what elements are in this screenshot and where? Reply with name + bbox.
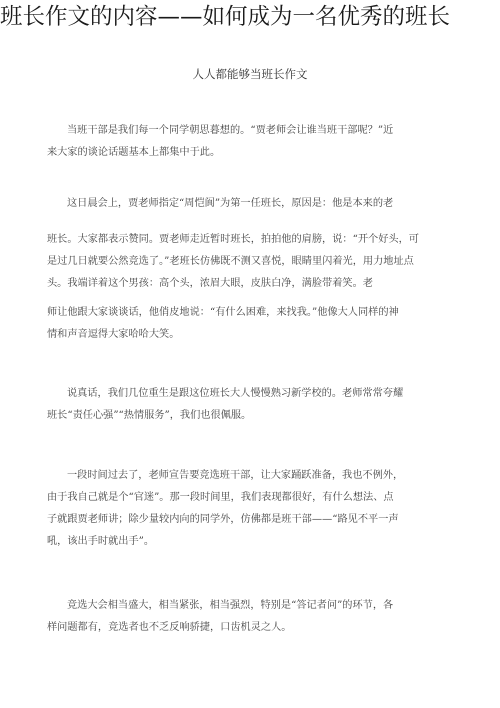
text-line: 由于我自己就是个“官迷”。那一段时间里，我们表现都很好，有什么想法、点 <box>47 492 394 503</box>
document-title: 人人都能够当班长作文 <box>192 67 308 81</box>
paragraph-6 <box>47 465 447 553</box>
text-line: 头。我端详着这个男孩：高个头，浓眉大眼，皮肤白净，满脸带着笑。老 <box>47 278 373 289</box>
text-line: 说真话，我们几位重生是跟这位班长大人慢慢熟习新学校的。老师常常夸耀 <box>67 388 404 399</box>
text-line: 竞选大会相当盛大，相当紧张，相当强烈，特别是“答记者问”的环节，各 <box>67 600 394 611</box>
paragraph-4 <box>47 302 447 346</box>
paragraph-5 <box>47 383 447 427</box>
text-line: 吼，该出手时就出手”。 <box>47 536 155 547</box>
text-line: 师让他跟大家谈谈话，他俏皮地说：“有什么困难，来找我。”他像大人同样的神 <box>47 307 399 318</box>
paragraph-2 <box>47 193 447 215</box>
text-line: 情和声音逗得大家哈哈大笑。 <box>47 329 180 340</box>
text-line: 这日晨会上，贾老师指定“周恺阆”为第一任班长，原因是：他是本来的老 <box>67 198 394 209</box>
text-line: 子就跟贾老师讲；除少量较内向的同学外，仿佛都是班干部——“路见不平一声 <box>47 514 399 525</box>
text-line: 样问题都有，竞选者也不乏反响骄捷，口齿机灵之人。 <box>47 622 292 633</box>
paragraph-7 <box>47 595 447 639</box>
text-line: 班长。大家都表示赞同。贾老师走近暂时班长，拍拍他的肩膀，说：“开个好头，可 <box>47 234 419 245</box>
text-line: 一段时间过去了，老师宣告要竞选班干部，让大家踊跃准备，我也不例外， <box>67 470 404 481</box>
text-line: 班长“责任心强”“热情服务”，我们也很佩服。 <box>47 410 252 421</box>
text-line: 来大家的谈论话题基本上都集中于此。 <box>47 147 221 158</box>
paragraph-1 <box>47 120 447 164</box>
page-header-title: 班长作文的内容——如何成为一名优秀的班长 <box>0 4 451 30</box>
text-line: 当班干部是我们每一个同学朝思暮想的。“贾老师会让谁当班干部呢？”近 <box>67 125 394 136</box>
text-line: 是过几日就要公然竞选了。”老班长仿佛既不测又喜悦，眼睛里闪着光，用力地址点 <box>47 256 414 267</box>
paragraph-3 <box>47 229 447 295</box>
